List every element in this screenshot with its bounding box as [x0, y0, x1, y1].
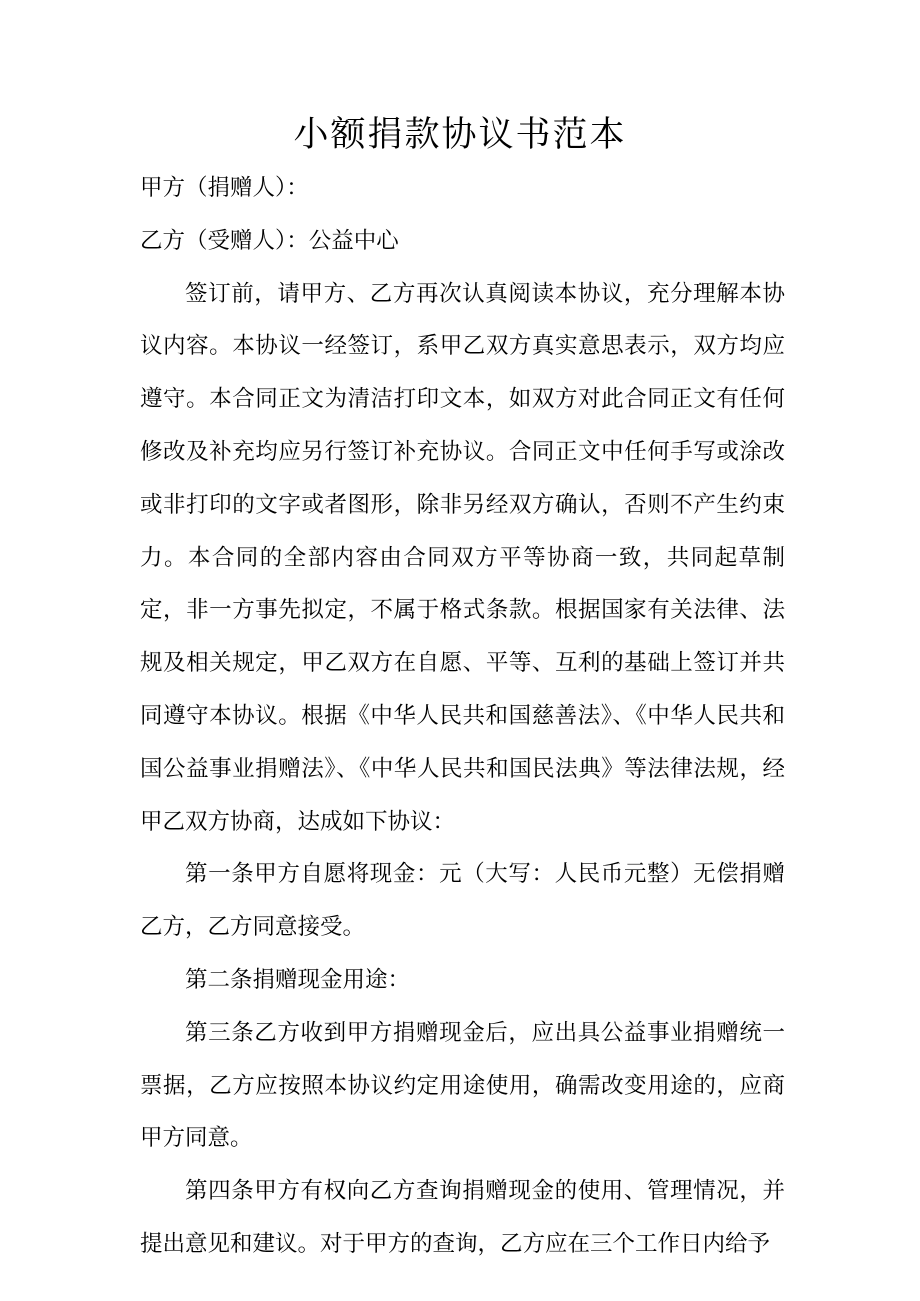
article-4-paragraph: 第四条甲方有权向乙方查询捐赠现金的使用、管理情况，并提出意见和建议。对于甲方的查询，乙方应在三个工作日内给予: [140, 1178, 785, 1257]
party-a-line: 甲方（捐赠人）：: [140, 175, 309, 201]
preamble-paragraph: 签订前，请甲方、乙方再次认真阅读本协议，充分理解本协议内容。本协议一经签订，系甲乙双方真实意思表示，双方均应遵守。本合同正文为清洁打印文本，如双方对此合同正文有任何修改及补充均应另行签订补充协议。合同正文中任何手写或涂改或非打印的文字或者图形，除非另经双方确认，否则不产生约束力。本合同的全部内容由合同双方平等协商一致，共同起草制定，非一方事先拟定，不属于格式条款。根据国家有关法律、法规及相关规定，甲乙双方在自愿、平等、互利的基础上签订并共同遵守本协议。根据《中华人民共和国慈善法》、《中华人民共和国公益事业捐赠法》、《中华人民共和国民法典》等法律法规，经甲乙双方协商，达成如下协议：: [140, 280, 785, 835]
article-3-paragraph: 第三条乙方收到甲方捐赠现金后，应出具公益事业捐赠统一票据，乙方应按照本协议约定用途使用，确需改变用途的，应商甲方同意。: [140, 1019, 785, 1152]
document-title: 小额捐款协议书范本: [293, 115, 627, 155]
article-1-paragraph: 第一条甲方自愿将现金：元（大写：人民币元整）无偿捐赠乙方，乙方同意接受。: [140, 861, 785, 941]
document-body: [140, 162, 785, 1271]
party-b-line: 乙方（受赠人）：公益中心: [140, 227, 399, 254]
article-2-paragraph: 第二条捐赠现金用途：: [185, 966, 411, 993]
